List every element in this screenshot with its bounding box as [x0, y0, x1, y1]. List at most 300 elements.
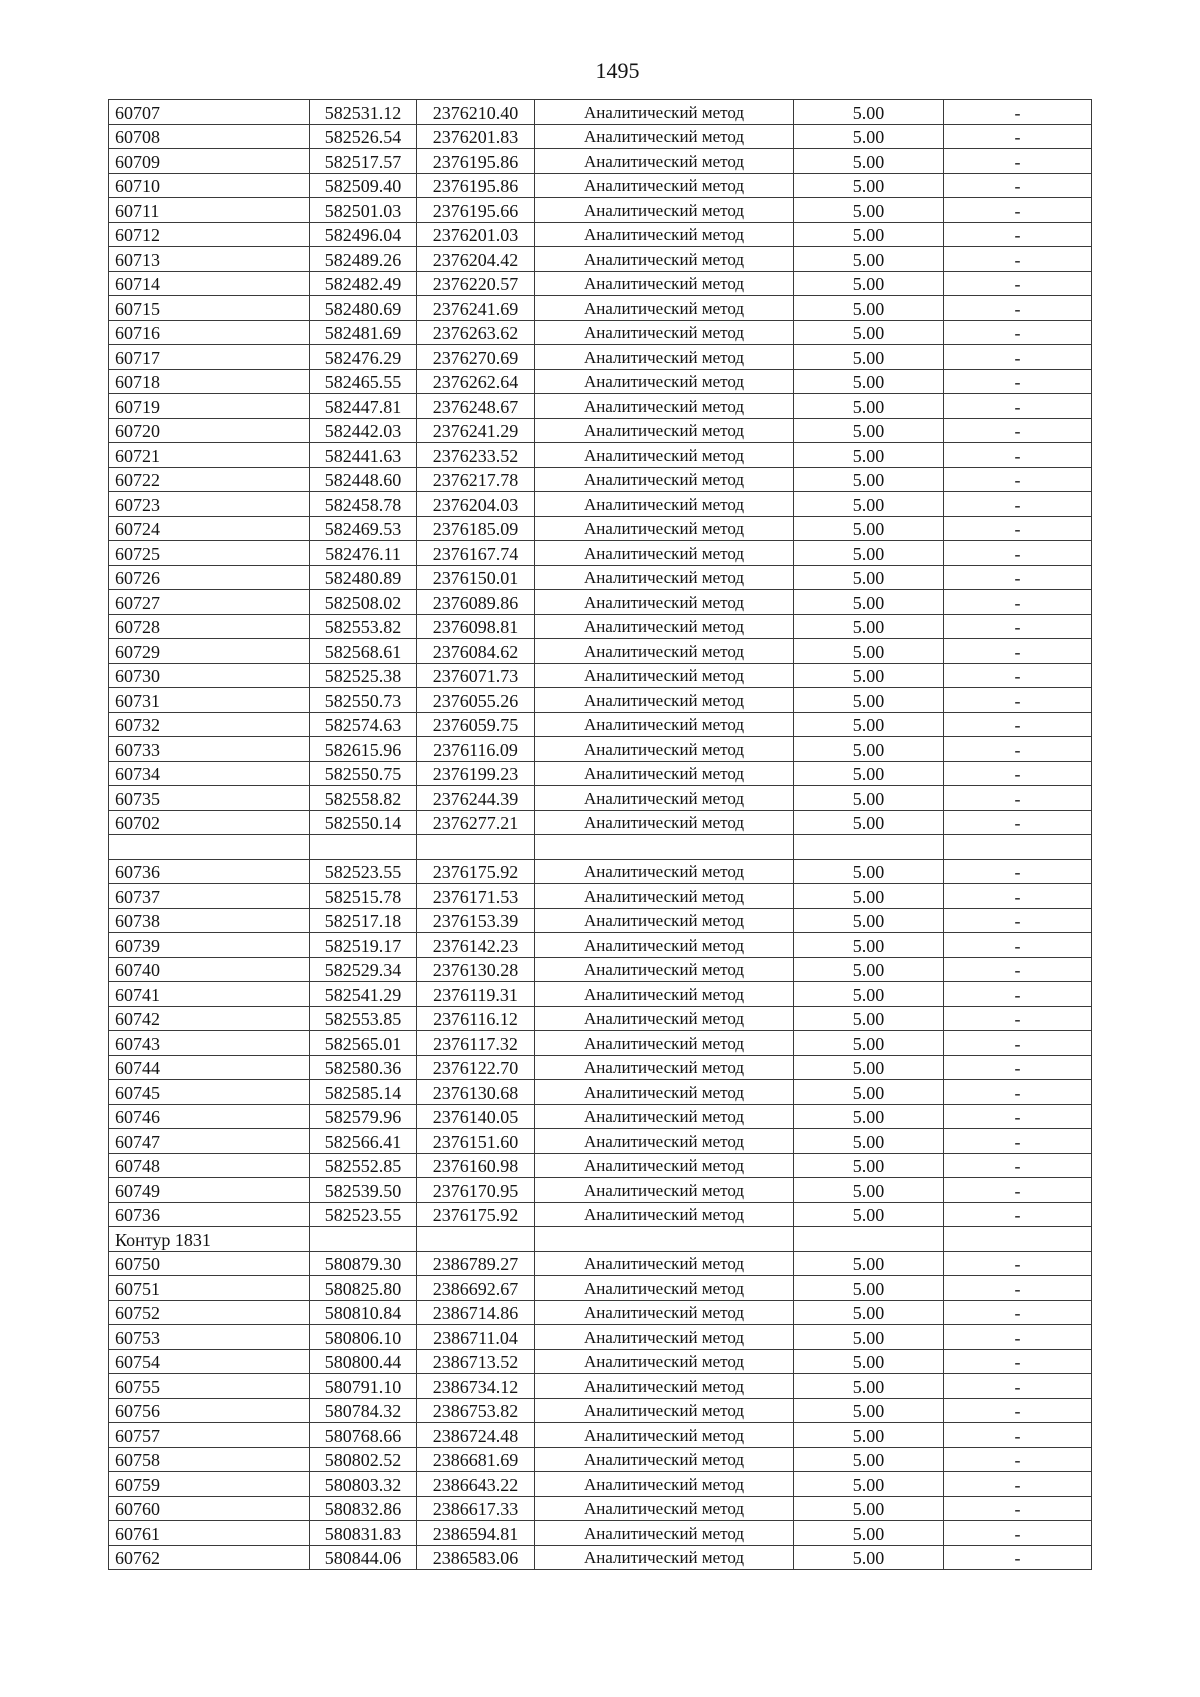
- table-body: [109, 100, 1092, 1570]
- y-coordinate-cell: 2376140.05: [417, 1104, 535, 1129]
- method-cell: Аналитический метод: [535, 394, 794, 419]
- y-coordinate-cell: 2376220.57: [417, 271, 535, 296]
- y-coordinate-cell: 2376122.70: [417, 1055, 535, 1080]
- method-cell: Аналитический метод: [535, 443, 794, 468]
- point-number-cell: 60741: [109, 982, 310, 1007]
- method-cell: Аналитический метод: [535, 786, 794, 811]
- point-number-cell: 60734: [109, 761, 310, 786]
- y-coordinate-cell: 2386583.06: [417, 1545, 535, 1570]
- error-cell: 5.00: [794, 369, 944, 394]
- point-number-cell: 60738: [109, 908, 310, 933]
- table-row: [109, 1129, 1092, 1154]
- note-cell: -: [944, 492, 1092, 517]
- method-cell: Аналитический метод: [535, 688, 794, 713]
- method-cell: Аналитический метод: [535, 1521, 794, 1546]
- y-coordinate-cell: 2376217.78: [417, 467, 535, 492]
- y-coordinate-cell: 2376204.42: [417, 247, 535, 272]
- error-cell: 5.00: [794, 345, 944, 370]
- y-coordinate-cell: 2386711.04: [417, 1325, 535, 1350]
- note-cell: -: [944, 345, 1092, 370]
- x-coordinate-cell: 582574.63: [310, 712, 417, 737]
- table-row: [109, 369, 1092, 394]
- error-cell: 5.00: [794, 1055, 944, 1080]
- method-cell: Аналитический метод: [535, 639, 794, 664]
- error-cell: 5.00: [794, 737, 944, 762]
- method-cell: Аналитический метод: [535, 933, 794, 958]
- x-coordinate-cell: 582550.14: [310, 810, 417, 835]
- point-number-cell: 60743: [109, 1031, 310, 1056]
- method-cell: Аналитический метод: [535, 271, 794, 296]
- x-coordinate-cell: 582441.63: [310, 443, 417, 468]
- method-cell: Аналитический метод: [535, 1153, 794, 1178]
- error-cell: 5.00: [794, 198, 944, 223]
- method-cell: Аналитический метод: [535, 1423, 794, 1448]
- note-cell: -: [944, 1178, 1092, 1203]
- x-coordinate-cell: 582615.96: [310, 737, 417, 762]
- point-number-cell: 60737: [109, 884, 310, 909]
- table-row: [109, 247, 1092, 272]
- table-row: [109, 1031, 1092, 1056]
- y-coordinate-cell: 2376117.32: [417, 1031, 535, 1056]
- table-row: [109, 1325, 1092, 1350]
- error-cell: 5.00: [794, 1153, 944, 1178]
- point-number-cell: 60727: [109, 590, 310, 615]
- point-number-cell: 60761: [109, 1521, 310, 1546]
- y-coordinate-cell: 2376241.69: [417, 296, 535, 321]
- note-cell: -: [944, 173, 1092, 198]
- method-cell: Аналитический метод: [535, 222, 794, 247]
- x-coordinate-cell: 582585.14: [310, 1080, 417, 1105]
- table-row: [109, 320, 1092, 345]
- method-cell: Аналитический метод: [535, 1545, 794, 1570]
- note-cell: -: [944, 590, 1092, 615]
- method-cell: Аналитический метод: [535, 173, 794, 198]
- x-coordinate-cell: 582509.40: [310, 173, 417, 198]
- y-coordinate-cell: 2376160.98: [417, 1153, 535, 1178]
- note-cell: -: [944, 1300, 1092, 1325]
- point-number-cell: 60756: [109, 1398, 310, 1423]
- error-cell: 5.00: [794, 149, 944, 174]
- note-cell: -: [944, 1104, 1092, 1129]
- note-cell: -: [944, 908, 1092, 933]
- table-row: [109, 614, 1092, 639]
- method-cell: Аналитический метод: [535, 565, 794, 590]
- note-cell: -: [944, 957, 1092, 982]
- error-cell: 5.00: [794, 859, 944, 884]
- y-coordinate-cell: 2376195.86: [417, 149, 535, 174]
- x-coordinate-cell: 580844.06: [310, 1545, 417, 1570]
- y-coordinate-cell: 2376098.81: [417, 614, 535, 639]
- error-cell: [794, 1227, 944, 1252]
- x-coordinate-cell: 580806.10: [310, 1325, 417, 1350]
- x-coordinate-cell: [310, 835, 417, 860]
- point-number-cell: 60717: [109, 345, 310, 370]
- method-cell: Аналитический метод: [535, 908, 794, 933]
- point-number-cell: 60748: [109, 1153, 310, 1178]
- note-cell: -: [944, 222, 1092, 247]
- table-row: [109, 1349, 1092, 1374]
- x-coordinate-cell: 582519.17: [310, 933, 417, 958]
- error-cell: 5.00: [794, 124, 944, 149]
- point-number-cell: 60736: [109, 859, 310, 884]
- table-row: [109, 124, 1092, 149]
- error-cell: 5.00: [794, 663, 944, 688]
- table-row: [109, 173, 1092, 198]
- point-number-cell: 60758: [109, 1447, 310, 1472]
- method-cell: Аналитический метод: [535, 1472, 794, 1497]
- error-cell: 5.00: [794, 320, 944, 345]
- note-cell: -: [944, 1276, 1092, 1301]
- y-coordinate-cell: 2376150.01: [417, 565, 535, 590]
- error-cell: 5.00: [794, 1129, 944, 1154]
- note-cell: -: [944, 198, 1092, 223]
- note-cell: -: [944, 247, 1092, 272]
- error-cell: 5.00: [794, 100, 944, 125]
- x-coordinate-cell: 580800.44: [310, 1349, 417, 1374]
- point-number-cell: 60702: [109, 810, 310, 835]
- y-coordinate-cell: 2376195.66: [417, 198, 535, 223]
- error-cell: 5.00: [794, 1276, 944, 1301]
- y-coordinate-cell: 2376153.39: [417, 908, 535, 933]
- error-cell: 5.00: [794, 1398, 944, 1423]
- y-coordinate-cell: 2376201.03: [417, 222, 535, 247]
- error-cell: 5.00: [794, 394, 944, 419]
- note-cell: -: [944, 418, 1092, 443]
- method-cell: Аналитический метод: [535, 1398, 794, 1423]
- y-coordinate-cell: 2376263.62: [417, 320, 535, 345]
- point-number-cell: 60720: [109, 418, 310, 443]
- table-row: [109, 1496, 1092, 1521]
- note-cell: -: [944, 565, 1092, 590]
- point-number-cell: 60724: [109, 516, 310, 541]
- table-row: [109, 884, 1092, 909]
- point-number-cell: 60746: [109, 1104, 310, 1129]
- table-row: [109, 1251, 1092, 1276]
- point-number-cell: 60740: [109, 957, 310, 982]
- note-cell: -: [944, 1031, 1092, 1056]
- x-coordinate-cell: 582565.01: [310, 1031, 417, 1056]
- point-number-cell: 60751: [109, 1276, 310, 1301]
- method-cell: Аналитический метод: [535, 1080, 794, 1105]
- error-cell: 5.00: [794, 1521, 944, 1546]
- table-row: [109, 1104, 1092, 1129]
- method-cell: Аналитический метод: [535, 1202, 794, 1227]
- point-number-cell: 60718: [109, 369, 310, 394]
- note-cell: -: [944, 100, 1092, 125]
- note-cell: -: [944, 1325, 1092, 1350]
- point-number-cell: 60753: [109, 1325, 310, 1350]
- y-coordinate-cell: 2386643.22: [417, 1472, 535, 1497]
- method-cell: [535, 835, 794, 860]
- x-coordinate-cell: 582458.78: [310, 492, 417, 517]
- x-coordinate-cell: 582489.26: [310, 247, 417, 272]
- point-number-cell: 60744: [109, 1055, 310, 1080]
- x-coordinate-cell: 582550.75: [310, 761, 417, 786]
- method-cell: Аналитический метод: [535, 1251, 794, 1276]
- note-cell: -: [944, 1080, 1092, 1105]
- y-coordinate-cell: [417, 1227, 535, 1252]
- x-coordinate-cell: 580791.10: [310, 1374, 417, 1399]
- method-cell: Аналитический метод: [535, 320, 794, 345]
- method-cell: Аналитический метод: [535, 712, 794, 737]
- point-number-cell: 60760: [109, 1496, 310, 1521]
- note-cell: -: [944, 1496, 1092, 1521]
- point-number-cell: 60754: [109, 1349, 310, 1374]
- point-number-cell: 60730: [109, 663, 310, 688]
- coordinates-table: [108, 99, 1092, 1570]
- y-coordinate-cell: 2376233.52: [417, 443, 535, 468]
- method-cell: Аналитический метод: [535, 247, 794, 272]
- y-coordinate-cell: 2376201.83: [417, 124, 535, 149]
- y-coordinate-cell: 2376262.64: [417, 369, 535, 394]
- note-cell: -: [944, 1374, 1092, 1399]
- point-number-cell: 60750: [109, 1251, 310, 1276]
- error-cell: 5.00: [794, 1447, 944, 1472]
- point-number-cell: 60710: [109, 173, 310, 198]
- method-cell: Аналитический метод: [535, 1276, 794, 1301]
- point-number-cell: 60731: [109, 688, 310, 713]
- x-coordinate-cell: 582579.96: [310, 1104, 417, 1129]
- table-row: [109, 1227, 1092, 1252]
- note-cell: -: [944, 271, 1092, 296]
- y-coordinate-cell: 2376248.67: [417, 394, 535, 419]
- note-cell: -: [944, 737, 1092, 762]
- error-cell: 5.00: [794, 1178, 944, 1203]
- x-coordinate-cell: 582469.53: [310, 516, 417, 541]
- method-cell: Аналитический метод: [535, 761, 794, 786]
- method-cell: Аналитический метод: [535, 957, 794, 982]
- error-cell: 5.00: [794, 541, 944, 566]
- error-cell: 5.00: [794, 467, 944, 492]
- error-cell: 5.00: [794, 271, 944, 296]
- method-cell: Аналитический метод: [535, 492, 794, 517]
- error-cell: 5.00: [794, 1496, 944, 1521]
- x-coordinate-cell: 582580.36: [310, 1055, 417, 1080]
- x-coordinate-cell: 582525.38: [310, 663, 417, 688]
- error-cell: 5.00: [794, 1104, 944, 1129]
- method-cell: Аналитический метод: [535, 1104, 794, 1129]
- error-cell: 5.00: [794, 1300, 944, 1325]
- point-number-cell: 60708: [109, 124, 310, 149]
- y-coordinate-cell: 2376071.73: [417, 663, 535, 688]
- error-cell: 5.00: [794, 418, 944, 443]
- table-row: [109, 590, 1092, 615]
- x-coordinate-cell: 582501.03: [310, 198, 417, 223]
- table-row: [109, 565, 1092, 590]
- error-cell: 5.00: [794, 1423, 944, 1448]
- note-cell: -: [944, 369, 1092, 394]
- x-coordinate-cell: 580879.30: [310, 1251, 417, 1276]
- x-coordinate-cell: 582447.81: [310, 394, 417, 419]
- error-cell: 5.00: [794, 1202, 944, 1227]
- point-number-cell: 60735: [109, 786, 310, 811]
- x-coordinate-cell: 582523.55: [310, 1202, 417, 1227]
- note-cell: -: [944, 712, 1092, 737]
- note-cell: -: [944, 124, 1092, 149]
- error-cell: 5.00: [794, 1006, 944, 1031]
- x-coordinate-cell: 582517.18: [310, 908, 417, 933]
- y-coordinate-cell: 2386789.27: [417, 1251, 535, 1276]
- point-number-cell: 60716: [109, 320, 310, 345]
- x-coordinate-cell: 582523.55: [310, 859, 417, 884]
- table-row: [109, 933, 1092, 958]
- table-row: [109, 639, 1092, 664]
- error-cell: 5.00: [794, 1349, 944, 1374]
- method-cell: Аналитический метод: [535, 1031, 794, 1056]
- table-row: [109, 198, 1092, 223]
- table-row: [109, 394, 1092, 419]
- error-cell: 5.00: [794, 982, 944, 1007]
- note-cell: -: [944, 1472, 1092, 1497]
- y-coordinate-cell: 2376175.92: [417, 859, 535, 884]
- note-cell: -: [944, 859, 1092, 884]
- y-coordinate-cell: 2376270.69: [417, 345, 535, 370]
- y-coordinate-cell: 2376116.12: [417, 1006, 535, 1031]
- y-coordinate-cell: 2376199.23: [417, 761, 535, 786]
- x-coordinate-cell: 582442.03: [310, 418, 417, 443]
- method-cell: Аналитический метод: [535, 149, 794, 174]
- point-number-cell: 60709: [109, 149, 310, 174]
- error-cell: 5.00: [794, 1545, 944, 1570]
- note-cell: -: [944, 516, 1092, 541]
- x-coordinate-cell: 582476.11: [310, 541, 417, 566]
- x-coordinate-cell: 582553.85: [310, 1006, 417, 1031]
- table-row: [109, 1202, 1092, 1227]
- note-cell: -: [944, 1398, 1092, 1423]
- method-cell: Аналитический метод: [535, 1325, 794, 1350]
- method-cell: Аналитический метод: [535, 590, 794, 615]
- y-coordinate-cell: 2376244.39: [417, 786, 535, 811]
- table-row: [109, 908, 1092, 933]
- x-coordinate-cell: 580768.66: [310, 1423, 417, 1448]
- note-cell: -: [944, 982, 1092, 1007]
- x-coordinate-cell: 580803.32: [310, 1472, 417, 1497]
- error-cell: 5.00: [794, 614, 944, 639]
- y-coordinate-cell: 2376151.60: [417, 1129, 535, 1154]
- error-cell: 5.00: [794, 810, 944, 835]
- note-cell: -: [944, 296, 1092, 321]
- error-cell: 5.00: [794, 1325, 944, 1350]
- table-row: [109, 541, 1092, 566]
- table-row: [109, 1080, 1092, 1105]
- table-row: [109, 492, 1092, 517]
- y-coordinate-cell: 2376167.74: [417, 541, 535, 566]
- point-number-cell: 60739: [109, 933, 310, 958]
- note-cell: -: [944, 1423, 1092, 1448]
- table-row: [109, 1398, 1092, 1423]
- error-cell: 5.00: [794, 786, 944, 811]
- table-row: [109, 1545, 1092, 1570]
- point-number-cell: 60736: [109, 1202, 310, 1227]
- x-coordinate-cell: 582550.73: [310, 688, 417, 713]
- note-cell: -: [944, 810, 1092, 835]
- point-number-cell: 60757: [109, 1423, 310, 1448]
- error-cell: 5.00: [794, 247, 944, 272]
- note-cell: -: [944, 761, 1092, 786]
- y-coordinate-cell: 2376241.29: [417, 418, 535, 443]
- x-coordinate-cell: 580802.52: [310, 1447, 417, 1472]
- y-coordinate-cell: 2376116.09: [417, 737, 535, 762]
- error-cell: 5.00: [794, 173, 944, 198]
- point-number-cell: 60707: [109, 100, 310, 125]
- note-cell: -: [944, 149, 1092, 174]
- note-cell: -: [944, 467, 1092, 492]
- point-number-cell: 60722: [109, 467, 310, 492]
- table-row: [109, 688, 1092, 713]
- y-coordinate-cell: 2376119.31: [417, 982, 535, 1007]
- x-coordinate-cell: 582517.57: [310, 149, 417, 174]
- y-coordinate-cell: 2376277.21: [417, 810, 535, 835]
- x-coordinate-cell: 580832.86: [310, 1496, 417, 1521]
- x-coordinate-cell: 582531.12: [310, 100, 417, 125]
- y-coordinate-cell: 2386714.86: [417, 1300, 535, 1325]
- error-cell: 5.00: [794, 933, 944, 958]
- error-cell: 5.00: [794, 565, 944, 590]
- table-row: [109, 835, 1092, 860]
- y-coordinate-cell: 2376210.40: [417, 100, 535, 125]
- table-row: [109, 761, 1092, 786]
- note-cell: -: [944, 639, 1092, 664]
- error-cell: 5.00: [794, 1251, 944, 1276]
- table-row: [109, 957, 1092, 982]
- table-row: [109, 1178, 1092, 1203]
- note-cell: -: [944, 663, 1092, 688]
- method-cell: Аналитический метод: [535, 982, 794, 1007]
- x-coordinate-cell: 582448.60: [310, 467, 417, 492]
- error-cell: 5.00: [794, 296, 944, 321]
- point-number-cell: 60711: [109, 198, 310, 223]
- method-cell: Аналитический метод: [535, 541, 794, 566]
- method-cell: Аналитический метод: [535, 1129, 794, 1154]
- point-number-cell: 60719: [109, 394, 310, 419]
- x-coordinate-cell: 582568.61: [310, 639, 417, 664]
- method-cell: Аналитический метод: [535, 1447, 794, 1472]
- table-row: [109, 786, 1092, 811]
- table-row: [109, 1300, 1092, 1325]
- note-cell: -: [944, 394, 1092, 419]
- point-number-cell: 60749: [109, 1178, 310, 1203]
- note-cell: [944, 835, 1092, 860]
- note-cell: -: [944, 1447, 1092, 1472]
- table-row: [109, 663, 1092, 688]
- method-cell: Аналитический метод: [535, 1300, 794, 1325]
- y-coordinate-cell: [417, 835, 535, 860]
- point-number-cell: 60714: [109, 271, 310, 296]
- note-cell: -: [944, 1545, 1092, 1570]
- method-cell: Аналитический метод: [535, 1178, 794, 1203]
- table-row: [109, 345, 1092, 370]
- x-coordinate-cell: 582465.55: [310, 369, 417, 394]
- x-coordinate-cell: 582526.54: [310, 124, 417, 149]
- table-row: [109, 1276, 1092, 1301]
- point-number-cell: 60752: [109, 1300, 310, 1325]
- point-number-cell: 60732: [109, 712, 310, 737]
- table-row: [109, 100, 1092, 125]
- y-coordinate-cell: 2376175.92: [417, 1202, 535, 1227]
- x-coordinate-cell: 582476.29: [310, 345, 417, 370]
- x-coordinate-cell: 582529.34: [310, 957, 417, 982]
- x-coordinate-cell: 582566.41: [310, 1129, 417, 1154]
- y-coordinate-cell: 2386594.81: [417, 1521, 535, 1546]
- x-coordinate-cell: 582515.78: [310, 884, 417, 909]
- error-cell: 5.00: [794, 1080, 944, 1105]
- table-row: [109, 149, 1092, 174]
- point-number-cell: 60759: [109, 1472, 310, 1497]
- error-cell: 5.00: [794, 712, 944, 737]
- method-cell: Аналитический метод: [535, 1349, 794, 1374]
- table-row: [109, 982, 1092, 1007]
- y-coordinate-cell: 2376130.68: [417, 1080, 535, 1105]
